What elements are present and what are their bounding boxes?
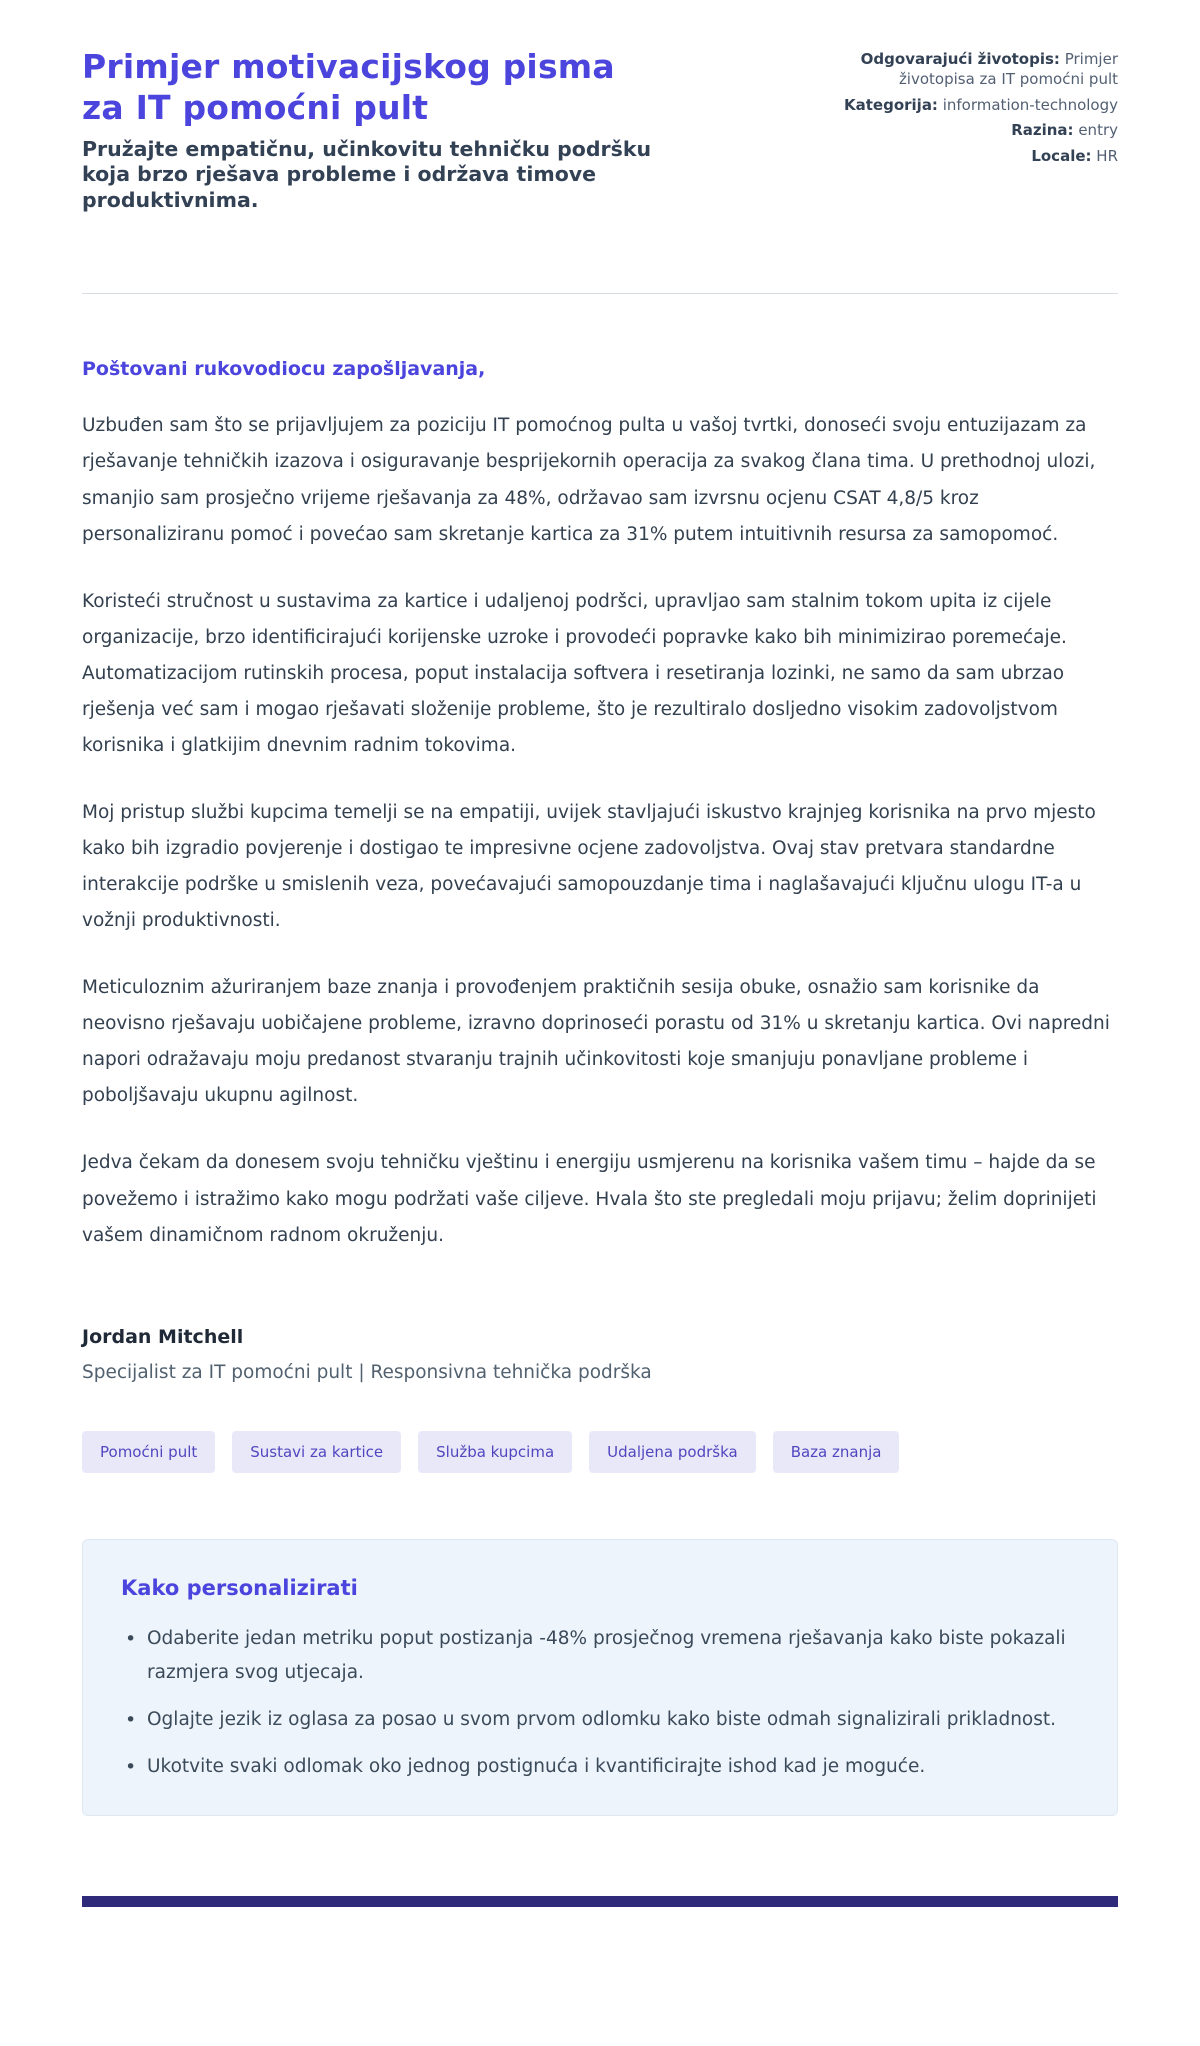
tag-chip-help-desk: Pomoćni pult — [82, 1431, 215, 1473]
personalize-tip-3: • Ukotvite svaki odlomak oko jednog postignuća i kvantificirajte ishod kad je moguće. — [121, 1750, 1079, 1784]
meta-value: information-technology — [942, 95, 1118, 114]
letter-paragraph-1: Uzbuđen sam što se prijavljujem za poziciju IT pomoćnog pulta u vašoj tvrtki, donoseći svoju entuzijazam za rješavanje tehničkih izazova i osiguravanje besprijekornih operacija za svakog člana tima. U prethodnoj ulozi, smanjio sam prosječno vrijeme rješavanja za 48%, održavao sam izvrsnu ocjenu CSAT 4,8/5 kroz personaliziranu pomoć i povećao sam skretanje kartica za 31% putem intuitivnih resursa za samopomoć. — [82, 415, 1096, 545]
personalize-title: Kako personalizirati — [121, 1575, 358, 1600]
meta-row-matching-resume — [842, 50, 1118, 90]
personalize-tip-2: • Oglajte jezik iz oglasa za posao u svom prvom odlomku kako biste odmah signalizirali prikladnost. — [121, 1703, 1079, 1737]
header — [82, 46, 1118, 213]
page-title: Primjer motivacijskog pisma za IT pomoćni pult — [82, 47, 615, 128]
tag-chip-remote-support: Udaljena podrška — [589, 1431, 756, 1473]
meta-label: Razina: — [1011, 121, 1074, 140]
page-subtitle: Pružajte empatičnu, učinkovitu tehničku podršku koja brzo rješava probleme i održava timove produktivnima. — [82, 136, 652, 212]
meta-value: HR — [1096, 147, 1118, 166]
letter-paragraph-4: Meticuloznim ažuriranjem baze znanja i provođenjem praktičnih sesija obuke, osnažio sam korisnike da neovisno rješavaju uobičajene probleme, izravno doprinoseći porastu od 31% u skretanju kartica. Ovi napredni napori odražavaju moju predanost stvaranju trajnih učinkovitosti koje smanjuju ponavljane probleme i poboljšavaju ukupnu agilnost. — [82, 977, 1110, 1107]
meta-row-locale — [842, 147, 1118, 167]
meta-row-category — [842, 96, 1118, 116]
personalize-box — [82, 1539, 1118, 1816]
tag-chip-ticketing-systems: Sustavi za kartice — [232, 1431, 401, 1473]
meta-row-level — [842, 121, 1118, 141]
meta-value: entry — [1078, 121, 1118, 140]
letter-paragraph-2: Koristeći stručnost u sustavima za kartice i udaljenoj podršci, upravljao sam stalnim tokom upita iz cijele organizacije, brzo identificirajući korijenske uzroke i provodeći popravke kako bih minimizirao poremećaje. Automatizacijom rutinskih procesa, poput instalacija softvera i resetiranja lozinki, ne samo da sam ubrzao rješenja već sam i mogao rješavati složenije probleme, što je rezultiralo dosljedno visokim zadovoljstvom korisnika i glatkijim dnevnim radnim tokovima. — [82, 590, 1067, 756]
personalize-tip-1: • Odaberite jedan metriku poput postizanja -48% prosječnog vremena rješavanja kako biste pokazali razmjera svog utjecaja. — [121, 1622, 1079, 1690]
tag-chip-knowledge-base: Baza znanja — [773, 1431, 900, 1473]
footer-bar — [82, 1896, 1118, 1907]
header-title-block — [82, 46, 657, 213]
meta-value: Primjer životopisa za IT pomoćni pult — [898, 50, 1118, 88]
greeting: Poštovani rukovodiocu zapošljavanja, — [82, 358, 486, 381]
tag-list — [82, 1431, 1118, 1473]
tag-chip-customer-service: Služba kupcima — [418, 1431, 572, 1473]
cover-letter-page — [82, 0, 1118, 1907]
letter-paragraph-5: Jedva čekam da donesem svoju tehničku vještinu i energiju usmjerenu na korisnika vašem timu – hajde da se povežemo i istražimo kako mogu podržati vaše ciljeve. Hvala što ste pregledali moju prijavu; želim doprinijeti vašem dinamičnom radnom okruženju. — [82, 1152, 1097, 1246]
meta-label: Kategorija: — [844, 95, 938, 114]
meta-label: Odgovarajući životopis: — [860, 50, 1060, 68]
signature-name: Jordan Mitchell — [82, 1325, 244, 1348]
meta-panel — [842, 46, 1118, 173]
personalize-list — [121, 1622, 1079, 1785]
signature-role: Specijalist za IT pomoćni pult | Responsivna tehnička podrška — [82, 1361, 652, 1383]
meta-label: Locale: — [1031, 147, 1092, 166]
letter-body — [82, 294, 1118, 1815]
letter-paragraph-3: Moj pristup službi kupcima temelji se na empatiji, uvijek stavljajući iskustvo krajnjeg korisnika na prvo mjesto kako bih izgradio povjerenje i dostigao te impresivne ocjene zadovoljstva. Ovaj stav pretvara standardne interakcije podrške u smislenih veza, povećavajući samopouzdanje tima i naglašavajući ključnu ulogu IT-a u vožnji produktivnosti. — [82, 801, 1096, 932]
